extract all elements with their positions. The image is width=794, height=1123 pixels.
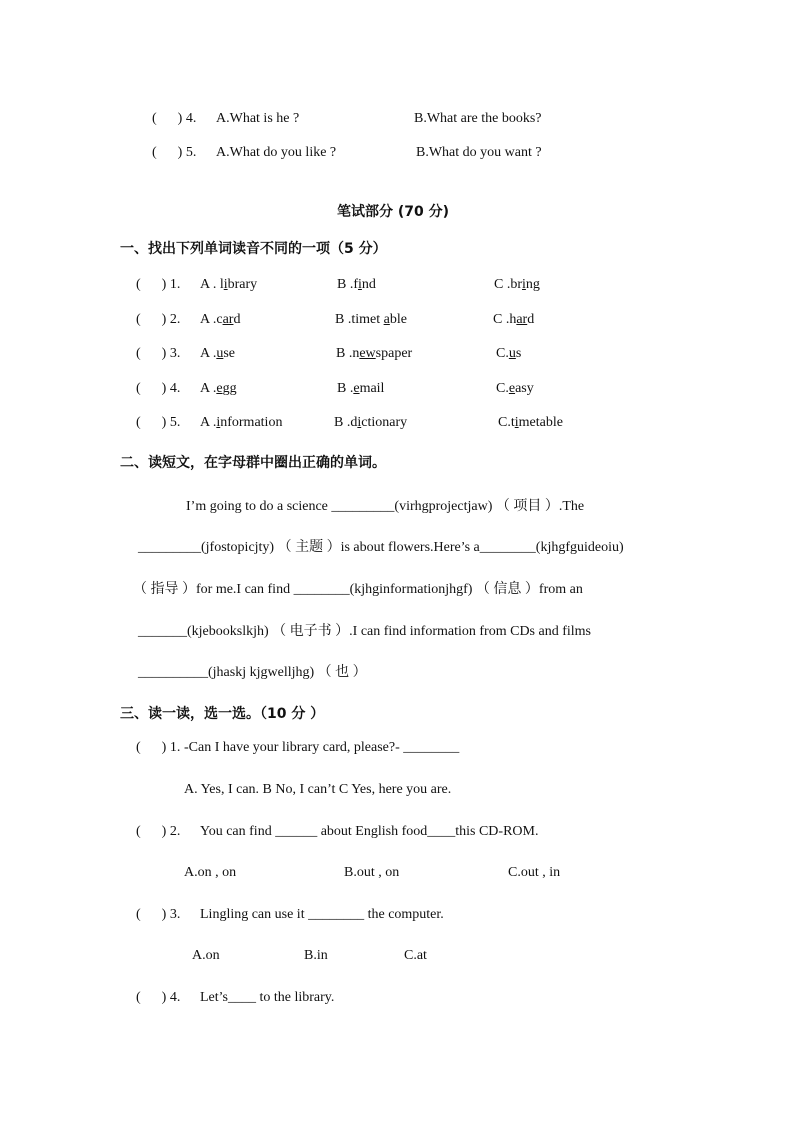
passage-line-5: __________(jhaskj kjgwelljhg) （ 也 ） [138,665,367,680]
listening-q4-option-b: B.What are the books? [414,111,542,126]
question-1-text: -Can I have your library card, please?- ________ [184,740,460,755]
question-3-text: Lingling can use it ________ the computer. [200,907,444,922]
option-c: C .hard [493,312,535,327]
question-3-number: ( ) 3. [136,907,181,922]
section-2-title: 二、读短文，在字母群中圈出正确的单词。 [120,455,386,471]
question-2-option-a: A.on , on [184,865,237,880]
option-c: C .bring [494,277,540,292]
question-number: ( ) 4. [136,381,181,396]
question-4-number: ( ) 4. [136,990,181,1005]
option-c: C.easy [496,381,534,396]
option-a: A .egg [200,381,237,396]
section-1-title: 一、找出下列单词读音不同的一项（5 分） [120,241,387,257]
option-b: B .newspaper [336,346,413,361]
option-a: A . library [200,277,258,292]
listening-q5-option-a: A.What do you like ? [216,145,337,160]
option-b: B .email [337,381,385,396]
question-2-option-c: C.out , in [508,865,561,880]
question-4-text: Let’s____ to the library. [200,990,335,1005]
section-3-title: 三、读一读，选一选。（10 分 ） [120,706,325,722]
passage-line-3: （ 指导 ）for me.I can find ________(kjhginformationjhgf) （ 信息 ）from an [133,582,583,597]
question-3-option-c: C.at [404,948,427,963]
option-a: A .card [200,312,241,327]
passage-line-1: I’m going to do a science _________(virhgprojectjaw) （ 项目 ）.The [186,499,585,514]
answer-bracket: ( ) 4. [152,111,197,126]
passage-line-2: _________(jfostopicjty) （ 主题 ）is about flowers.Here’s a________(kjhgfguideoiu) [138,540,624,555]
question-number: ( ) 1. [136,277,181,292]
passage-line-4: _______(kjebookslkjh) （ 电子书 ）.I can find information from CDs and films [138,624,591,639]
question-number: ( ) 3. [136,346,181,361]
written-section-title: 笔试部分 (70 分) [337,204,450,220]
question-number: ( ) 5. [136,415,181,430]
answer-bracket: ( ) 5. [152,145,197,160]
question-1-options: A. Yes, I can. B No, I can’t C Yes, here you are. [184,782,452,797]
listening-q5-option-b: B.What do you want ? [416,145,542,160]
question-number: ( ) 2. [136,312,181,327]
question-2-text: You can find ______ about English food____this CD-ROM. [200,824,539,839]
option-c: C.us [496,346,522,361]
question-2-number: ( ) 2. [136,824,181,839]
question-3-option-b: B.in [304,948,328,963]
question-3-option-a: A.on [192,948,220,963]
option-b: B .find [337,277,376,292]
listening-q4-option-a: A.What is he ? [216,111,300,126]
question-1-number: ( ) 1. [136,740,181,755]
listening-question-4 [152,110,196,128]
option-b: B .dictionary [334,415,408,430]
option-c: C.timetable [498,415,563,430]
option-b: B .timet able [335,312,407,327]
listening-question-5 [152,144,196,162]
question-2-option-b: B.out , on [344,865,400,880]
option-a: A .information [200,415,283,430]
option-a: A .use [200,346,236,361]
